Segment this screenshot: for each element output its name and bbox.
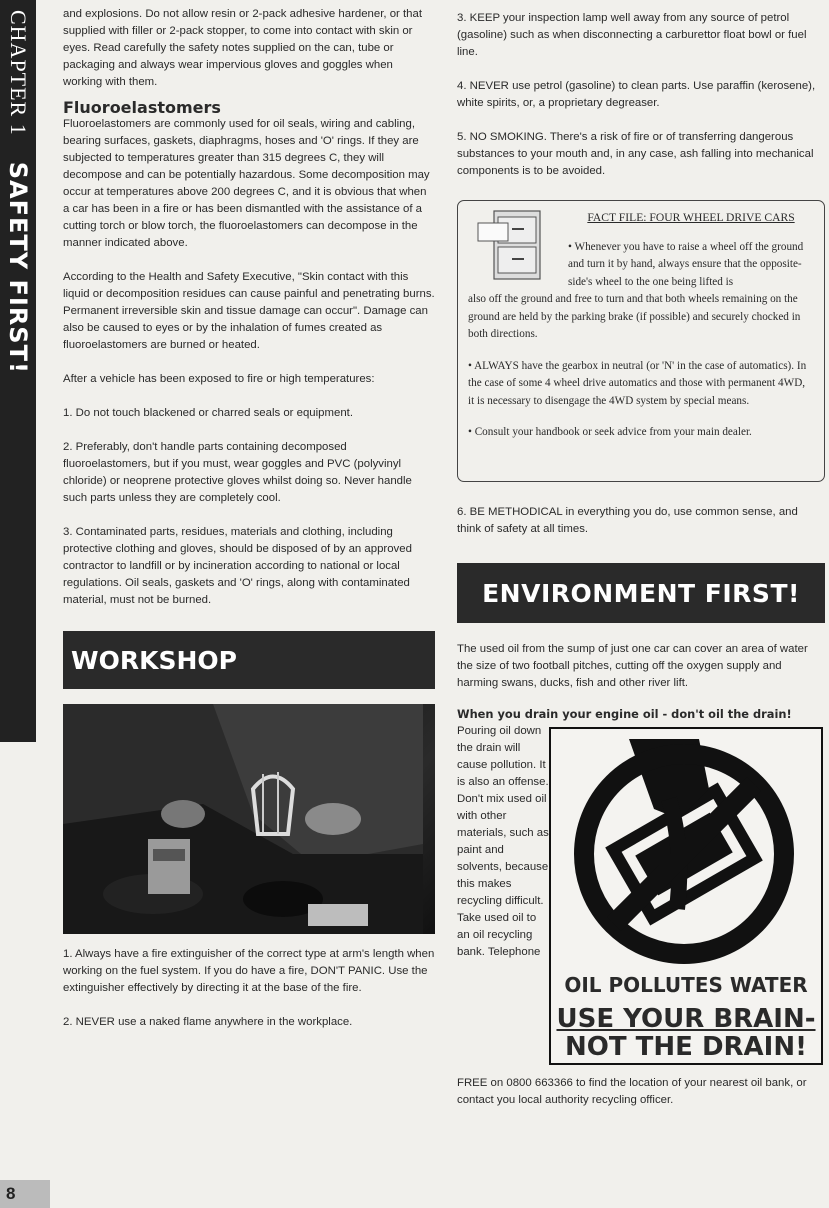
no-oil-drain-icon xyxy=(551,729,821,969)
intro-paragraph: and explosions. Do not allow resin or 2-pack adhesive hardener, or that supplied with filler or 2-pack stopper, to come into contact with skin or eyes. Read carefully the safety notes supplied on the can, tube or packaging and always wear impervious gloves and goggles when working with them. xyxy=(63,8,423,88)
fluoro-list-item-1: 1. Do not touch blackened or charred seals or equipment. xyxy=(63,407,353,419)
methodical-paragraph: 6. BE METHODICAL in everything you do, use common sense, and think of safety at all times. xyxy=(457,506,798,535)
drain-heading: When you drain your engine oil - don't oil the drain! xyxy=(457,707,792,721)
poster-slogan-line-2: NOT THE DRAIN! xyxy=(565,1032,807,1062)
fluoro-list-item-3: 3. Contaminated parts, residues, materials and clothing, including protective clothing and gloves, should be disposed of by an approved contractor to landfill or by incineration according to national or local regulations. Oil seals, gaskets and 'O' rings, along with contaminated material, must not be burned. xyxy=(63,526,412,606)
fluoro-paragraph-3: After a vehicle has been exposed to fire or high temperatures: xyxy=(63,373,375,385)
workshop-list-item-3: 3. KEEP your inspection lamp well away from any source of petrol (gasoline) such as when disconnecting a carburettor float bowl or fuel line. xyxy=(457,12,807,58)
workshop-list-item-1: 1. Always have a fire extinguisher of the correct type at arm's length when working on the fuel system. If you do have a fire, DON'T PANIC. Use the extinguisher effectively by directing it at the base of the fire. xyxy=(63,948,435,994)
section-label: SAFETY FIRST! xyxy=(4,161,32,374)
fluoro-heading: Fluoroelastomers xyxy=(63,98,221,117)
environment-heading: ENVIRONMENT FIRST! xyxy=(482,578,800,608)
page-number: 8 xyxy=(0,1180,50,1208)
environment-banner xyxy=(457,563,825,623)
left-column xyxy=(63,6,435,1031)
workshop-photo xyxy=(63,704,435,934)
fluoro-list-item-2: 2. Preferably, don't handle parts containing decomposed fluoroelastomers, but if you must, wear goggles and PVC (polyvinyl chloride) or neoprene protective gloves whilst doing so. Never handle such parts unless they are completely cool. xyxy=(63,441,412,504)
fact-file-bullet-1-start: • Whenever you have to raise a wheel off the ground and turn it by hand, always ensure that the opposite-side's wheel to the one being lifted is xyxy=(568,240,804,288)
drain-text-continued: FREE on 0800 663366 to find the location of your nearest oil bank, or contact you local authority recycling officer. xyxy=(457,1077,807,1106)
fact-file-box xyxy=(457,200,825,482)
workshop-list-item-5: 5. NO SMOKING. There's a risk of fire or of transferring dangerous substances to your mouth and, in any case, ash falling into mechanical components is to be avoided. xyxy=(457,131,814,177)
drain-text: Pouring oil down the drain will cause pollution. It is also an offense. Don't mix used oil with other materials, such as paint and solvents, because this makes recycling difficult. Take used oil to an oil recycling bank. Telephone xyxy=(457,725,549,958)
poster-slogan xyxy=(551,1005,821,1061)
workshop-banner xyxy=(63,631,435,689)
fluoro-paragraph-2: According to the Health and Safety Executive, "Skin contact with this liquid or decomposition residues can cause painful and penetrating burns. Permanent irreversible skin and tissue damage can occur". Damage can also be caused to eyes or by the inhalation of fumes created as fluoroelastomers are burned or heated. xyxy=(63,271,435,351)
workshop-list-item-4: 4. NEVER use petrol (gasoline) to clean parts. Use paraffin (kerosene), white spirits, or, a proprietary degreaser. xyxy=(457,80,816,109)
fact-file-bullet-2: • ALWAYS have the gearbox in neutral (or 'N' in the case of automatics). In the case of some 4 wheel drive automatics and those with permanent 4WD, it is necessary to disengage the 4WD system by special means. xyxy=(468,359,807,407)
right-column xyxy=(457,10,825,1109)
environment-paragraph: The used oil from the sump of just one car can cover an area of water the size of two football pitches, cutting off the oxygen supply and harming swans, ducks, fish and other river lift. xyxy=(457,643,808,689)
workshop-heading: WORKSHOP xyxy=(71,645,237,675)
mechanic-photo-illustration xyxy=(63,704,423,934)
fact-file-title: FACT FILE: FOUR WHEEL DRIVE CARS xyxy=(587,211,795,224)
poster-headline: OIL POLLUTES WATER xyxy=(564,973,808,997)
oil-pollution-poster xyxy=(549,727,823,1065)
filing-cabinet-icon xyxy=(472,207,558,285)
fact-file-bullet-3: • Consult your handbook or seek advice from your main dealer. xyxy=(468,426,752,438)
chapter-label: CHAPTER 1 xyxy=(6,10,31,136)
drain-section xyxy=(457,723,825,1075)
fact-file-bullet-1-end: also off the ground and free to turn and that both wheels remaining on the ground are held by the parking brake (if possible) and securely chocked in both directions. xyxy=(468,293,801,340)
workshop-list-item-2: 2. NEVER use a naked flame anywhere in the workplace. xyxy=(63,1016,353,1028)
chapter-sidebar xyxy=(0,0,36,742)
poster-slogan-line-1: USE YOUR BRAIN- xyxy=(556,1004,816,1034)
fluoro-paragraph-1: Fluoroelastomers are commonly used for oil seals, wiring and cabling, bearing surfaces, gaskets, diaphragms, hoses and 'O' rings. If they are subjected to temperatures greater than 315 degrees C, they will decompose and can be potentially hazardous. Some decomposition may occur at temperatures above 200 degrees C, and it is obvious that when a car has been in a fire or has been dismantled with the assistance of a cutting torch or blow torch, the fluoroelastomers can decompose in the manner indicated above. xyxy=(63,118,430,249)
